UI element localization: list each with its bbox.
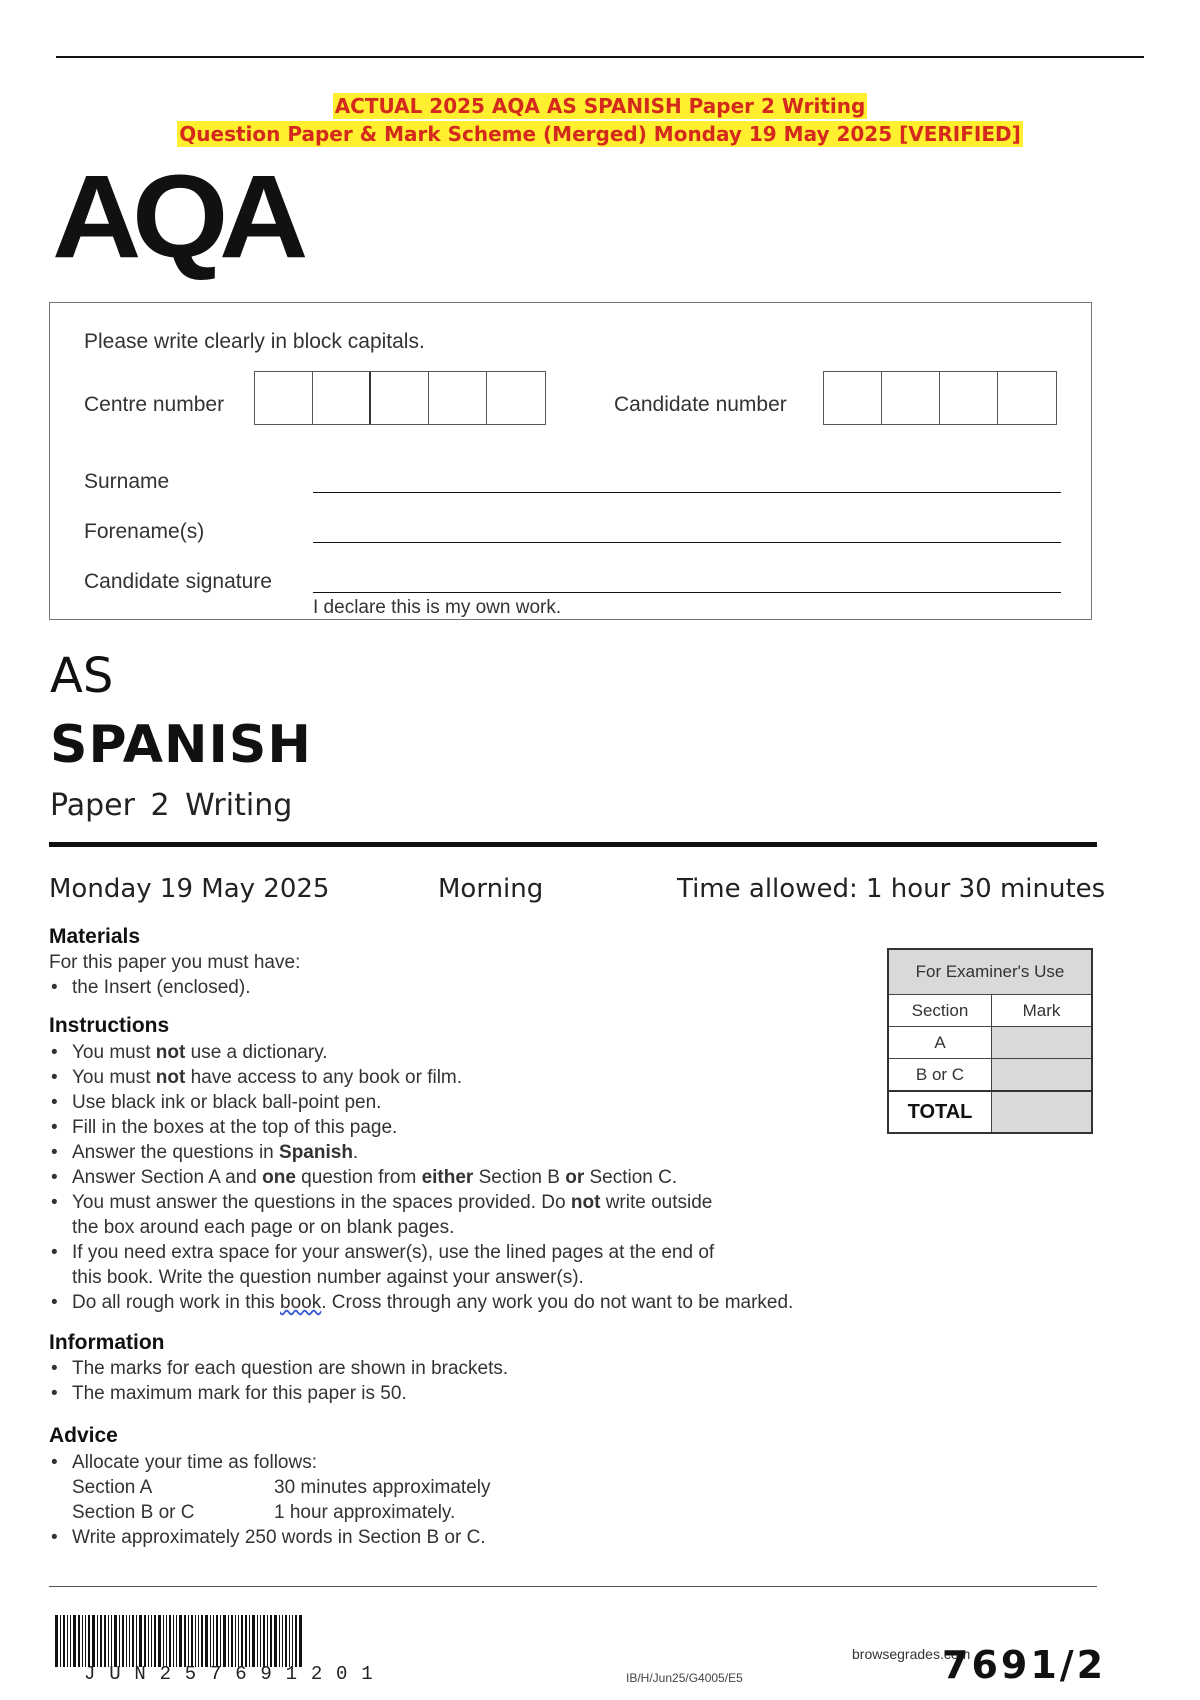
candidate-number-digit[interactable]: [940, 372, 998, 424]
title-rule: [49, 842, 1097, 847]
barcode-bar: [231, 1615, 233, 1667]
barcode-bar: [245, 1615, 247, 1667]
barcode-bar: [267, 1615, 268, 1667]
list-item: • Use black ink or black ball-point pen.: [49, 1090, 949, 1115]
barcode-bar: [235, 1615, 236, 1667]
barcode-bar: [114, 1615, 117, 1667]
top-rule: [56, 56, 1144, 58]
total-label: TOTAL: [888, 1091, 992, 1133]
list-item: • If you need extra space for your answer(s), use the lined pages at the end of this book. Write the question number against your answer(s).: [49, 1240, 949, 1290]
materials-intro: For this paper you must have:: [49, 952, 301, 973]
website-watermark: browsegrades.com: [852, 1646, 971, 1662]
barcode-bar: [119, 1615, 120, 1667]
paper-title: Paper 2 Writing: [50, 788, 293, 823]
barcode-bar: [223, 1615, 226, 1667]
barcode-bar: [70, 1615, 71, 1667]
list-item: • Answer Section A and one question from either Section B or Section C.: [49, 1165, 949, 1190]
list-item: • You must answer the questions in the spaces provided. Do not write outside the box around each page or on blank pages.: [49, 1190, 949, 1240]
barcode-bar: [260, 1615, 261, 1667]
barcode-bar: [169, 1615, 171, 1667]
barcode-bar: [228, 1615, 229, 1667]
barcode-bar: [82, 1615, 83, 1667]
centre-number-digit[interactable]: [313, 372, 371, 424]
banner-line-1: ACTUAL 2025 AQA AS SPANISH Paper 2 Writing: [334, 94, 866, 118]
barcode-bar: [195, 1615, 196, 1667]
banner-line-2: Question Paper & Mark Scheme (Merged) Monday 19 May 2025 [VERIFIED]: [179, 122, 1021, 146]
barcode-bar: [85, 1615, 86, 1667]
aqa-logo: AQA: [52, 151, 299, 283]
candidate-number-digit[interactable]: [998, 372, 1056, 424]
forenames-field[interactable]: [313, 542, 1061, 543]
barcode-bar: [184, 1615, 186, 1667]
barcode-bar: [63, 1615, 65, 1667]
block-capitals-instruction: Please write clearly in block capitals.: [84, 330, 425, 353]
barcode-bar: [148, 1615, 149, 1667]
barcode-bar: [97, 1615, 98, 1667]
candidate-number-digit[interactable]: [882, 372, 940, 424]
centre-number-digit[interactable]: [429, 372, 487, 424]
declaration-text: I declare this is my own work.: [313, 597, 562, 618]
barcode-bar: [191, 1615, 193, 1667]
section-b-or-c-mark[interactable]: [992, 1059, 1093, 1092]
centre-number-digit[interactable]: [371, 372, 429, 424]
barcode-bar: [88, 1615, 90, 1667]
barcode-bar: [263, 1615, 265, 1667]
barcode-bar: [282, 1615, 283, 1667]
barcode-digits: JUN257691201: [84, 1663, 387, 1685]
barcode-bar: [132, 1615, 134, 1667]
list-item: • the Insert (enclosed).: [49, 975, 949, 1000]
barcode-bar: [188, 1615, 189, 1667]
mark-column-header: Mark: [992, 995, 1093, 1027]
barcode-bar: [129, 1615, 130, 1667]
surname-field[interactable]: [313, 492, 1061, 493]
barcode-bar: [173, 1615, 174, 1667]
barcode-bar: [274, 1615, 277, 1667]
barcode-bar: [205, 1615, 208, 1667]
barcode-bar: [213, 1615, 214, 1667]
centre-number-label: Centre number: [84, 393, 225, 416]
barcode-bar: [163, 1615, 164, 1667]
forenames-label: Forename(s): [84, 520, 205, 543]
barcode-bar: [241, 1615, 243, 1667]
barcode-bar: [151, 1615, 152, 1667]
barcode-bar: [111, 1615, 112, 1667]
barcode-bar: [279, 1615, 280, 1667]
barcode-bar: [179, 1615, 182, 1667]
barcode-bar: [122, 1615, 124, 1667]
barcode-bar: [198, 1615, 199, 1667]
section-a-mark[interactable]: [992, 1027, 1093, 1059]
barcode-bar: [210, 1615, 211, 1667]
barcode-bar: [252, 1615, 255, 1667]
barcode-bar: [249, 1615, 250, 1667]
barcode: [55, 1615, 447, 1667]
allocation-time: 1 hour approximately.: [274, 1502, 456, 1523]
surname-label: Surname: [84, 470, 170, 493]
list-item: • Write approximately 250 words in Section B or C.: [49, 1525, 949, 1550]
qualification-level: AS: [50, 648, 114, 704]
information-heading: Information: [49, 1331, 165, 1354]
centre-number-digit[interactable]: [487, 372, 545, 424]
barcode-bar: [136, 1615, 137, 1667]
barcode-bar: [139, 1615, 142, 1667]
list-item: • Do all rough work in this book. Cross through any work you do not want to be marked.: [49, 1290, 949, 1315]
barcode-bar: [176, 1615, 177, 1667]
materials-list: [49, 975, 949, 1000]
barcode-bar: [154, 1615, 156, 1667]
list-item: • Allocate your time as follows: Section A 30 minutes approximately Section B or C 1 hour approximately.: [49, 1450, 949, 1525]
barcode-bar: [78, 1615, 80, 1667]
barcode-bar: [108, 1615, 109, 1667]
candidate-number-label: Candidate number: [614, 393, 787, 416]
allocation-section: Section B or C: [72, 1502, 195, 1523]
examiners-use-title: For Examiner's Use: [888, 949, 1092, 995]
list-item: • The maximum mark for this paper is 50.: [49, 1381, 949, 1406]
list-item: • Fill in the boxes at the top of this page.: [49, 1115, 949, 1140]
time-allowed: Time allowed: 1 hour 30 minutes: [677, 874, 1106, 904]
barcode-bar: [104, 1615, 106, 1667]
document-reference: IB/H/Jun25/G4005/E5: [626, 1671, 743, 1685]
signature-field[interactable]: [313, 592, 1061, 593]
section-column-header: Section: [888, 995, 992, 1027]
barcode-bar: [289, 1615, 290, 1667]
barcode-bar: [158, 1615, 161, 1667]
barcode-bar: [100, 1615, 102, 1667]
section-a-label: A: [888, 1027, 992, 1059]
section-b-or-c-label: B or C: [888, 1059, 992, 1092]
barcode-bar: [292, 1615, 293, 1667]
paper-code: 7691/2: [942, 1643, 1107, 1687]
candidate-number-digit[interactable]: [824, 372, 882, 424]
centre-number-digit[interactable]: [255, 372, 313, 424]
barcode-bar: [73, 1615, 76, 1667]
instructions-heading: Instructions: [49, 1014, 170, 1037]
barcode-bar: [299, 1615, 302, 1667]
barcode-bar: [257, 1615, 258, 1667]
barcode-bar: [92, 1615, 95, 1667]
barcode-bar: [126, 1615, 127, 1667]
barcode-bar: [220, 1615, 221, 1667]
barcode-bar: [55, 1615, 58, 1667]
materials-heading: Materials: [49, 925, 141, 948]
advice-heading: Advice: [49, 1424, 118, 1447]
list-item: • You must not use a dictionary.: [49, 1040, 949, 1065]
barcode-bar: [166, 1615, 167, 1667]
barcode-bar: [270, 1615, 272, 1667]
barcode-bar: [60, 1615, 61, 1667]
allocation-time: 30 minutes approximately: [274, 1477, 491, 1498]
list-item: • Answer the questions in Spanish.: [49, 1140, 949, 1165]
information-list: [49, 1356, 949, 1406]
subject-title: SPANISH: [50, 715, 312, 775]
barcode-bar: [67, 1615, 68, 1667]
examiners-use-table: [887, 948, 1093, 1134]
list-item: • The marks for each question are shown in brackets.: [49, 1356, 949, 1381]
advice-list: [49, 1450, 949, 1550]
candidate-details-box: [49, 302, 1092, 620]
instructions-list: [49, 1040, 949, 1315]
barcode-bar: [285, 1615, 287, 1667]
barcode-bar: [295, 1615, 297, 1667]
allocation-section: Section A: [72, 1477, 153, 1498]
list-item: • You must not have access to any book or film.: [49, 1065, 949, 1090]
total-mark[interactable]: [992, 1091, 1093, 1133]
signature-label: Candidate signature: [84, 570, 272, 593]
barcode-bar: [216, 1615, 218, 1667]
centre-number-input[interactable]: [254, 371, 546, 425]
barcode-bar: [144, 1615, 146, 1667]
exam-date: Monday 19 May 2025: [49, 874, 330, 904]
barcode-bar: [201, 1615, 203, 1667]
footer-rule: [49, 1586, 1097, 1587]
barcode-bar: [238, 1615, 239, 1667]
candidate-number-input[interactable]: [823, 371, 1057, 425]
exam-session: Morning: [438, 874, 544, 904]
